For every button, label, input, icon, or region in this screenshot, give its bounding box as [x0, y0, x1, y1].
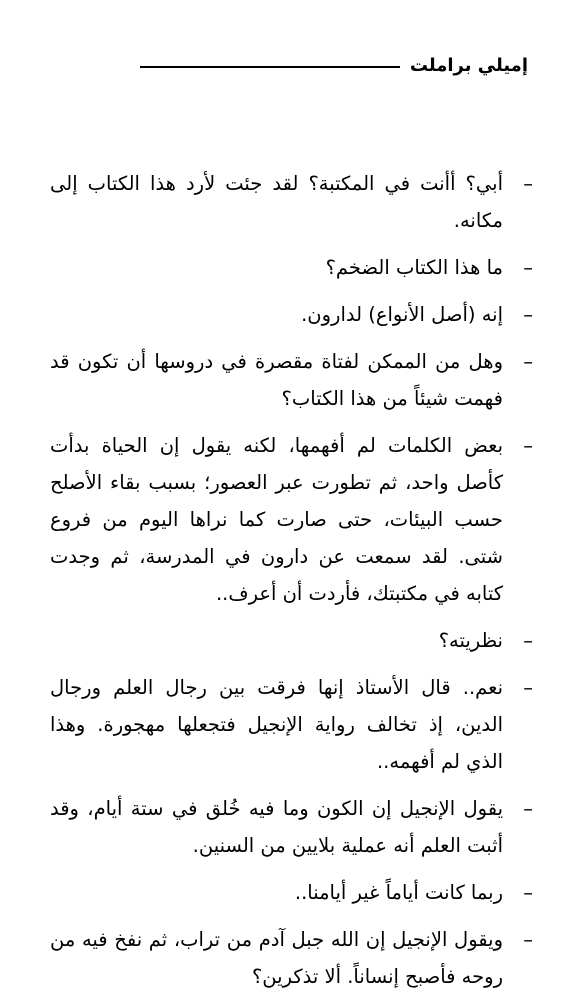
dialogue-line-text: أبي؟ أأنت في المكتبة؟ لقد جئت لأرد هذا الكتاب إلى مكانه.: [50, 172, 503, 232]
dialogue-text: [50, 165, 533, 1005]
dialogue-dash: –: [523, 881, 533, 904]
dialogue-line-text: ربما كانت أياماً غير أيامنا..: [294, 881, 503, 904]
dialogue-dash: –: [523, 434, 533, 457]
dialogue-line-text: نظريته؟: [438, 629, 503, 652]
dialogue-dash: –: [523, 676, 533, 699]
dialogue-line-text: إنه (أصل الأنواع) لدارون.: [301, 303, 503, 326]
dialogue-line: [50, 343, 533, 417]
dialogue-line: [50, 165, 533, 239]
dialogue-line: [50, 249, 533, 286]
dialogue-dash: –: [523, 797, 533, 820]
dialogue-line: [50, 427, 533, 612]
dialogue-dash: –: [523, 350, 533, 373]
dialogue-line-text: نعم.. قال الأستاذ إنها فرقت بين رجال العلم ورجال الدين، إذ تخالف رواية الإنجيل فتجعلها مهجورة. وهذا الذي لم أفهمه..: [50, 676, 503, 773]
dialogue-dash: –: [523, 256, 533, 279]
dialogue-line-text: بعض الكلمات لم أفهمها، لكنه يقول إن الحياة بدأت كأصل واحد، ثم تطورت عبر العصور؛ بسبب بقاء الأصلح حسب البيئات، حتى صارت كما نراها اليوم من فروع شتى. لقد سمعت عن دارون في المدرسة، ثم وجدت كتابه في مكتبتك، فأردت أن أعرف..: [50, 434, 503, 605]
dialogue-line-text: وهل من الممكن لفتاة مقصرة في دروسها أن تكون قد فهمت شيئاً من هذا الكتاب؟: [50, 350, 503, 410]
running-header: [140, 50, 528, 80]
dialogue-line-text: يقول الإنجيل إن الكون وما فيه خُلق في ستة أيام، وقد أثبت العلم أنه عملية بلايين من السنين.: [50, 797, 503, 857]
dialogue-line-text: ويقول الإنجيل إن الله جبل آدم من تراب، ثم نفخ فيه من روحه فأصبح إنساناً. ألا تذكرين؟: [50, 928, 503, 988]
dialogue-line: [50, 622, 533, 659]
header-rule: [140, 66, 400, 68]
dialogue-dash: –: [523, 928, 533, 951]
dialogue-line-text: ما هذا الكتاب الضخم؟: [325, 256, 503, 279]
dialogue-line: [50, 874, 533, 911]
dialogue-dash: –: [523, 172, 533, 195]
dialogue-dash: –: [523, 303, 533, 326]
author-name: إميلي براملت: [409, 54, 528, 76]
dialogue-line: [50, 921, 533, 995]
dialogue-line: [50, 790, 533, 864]
dialogue-line: [50, 296, 533, 333]
dialogue-dash: –: [523, 629, 533, 652]
dialogue-line: [50, 669, 533, 780]
